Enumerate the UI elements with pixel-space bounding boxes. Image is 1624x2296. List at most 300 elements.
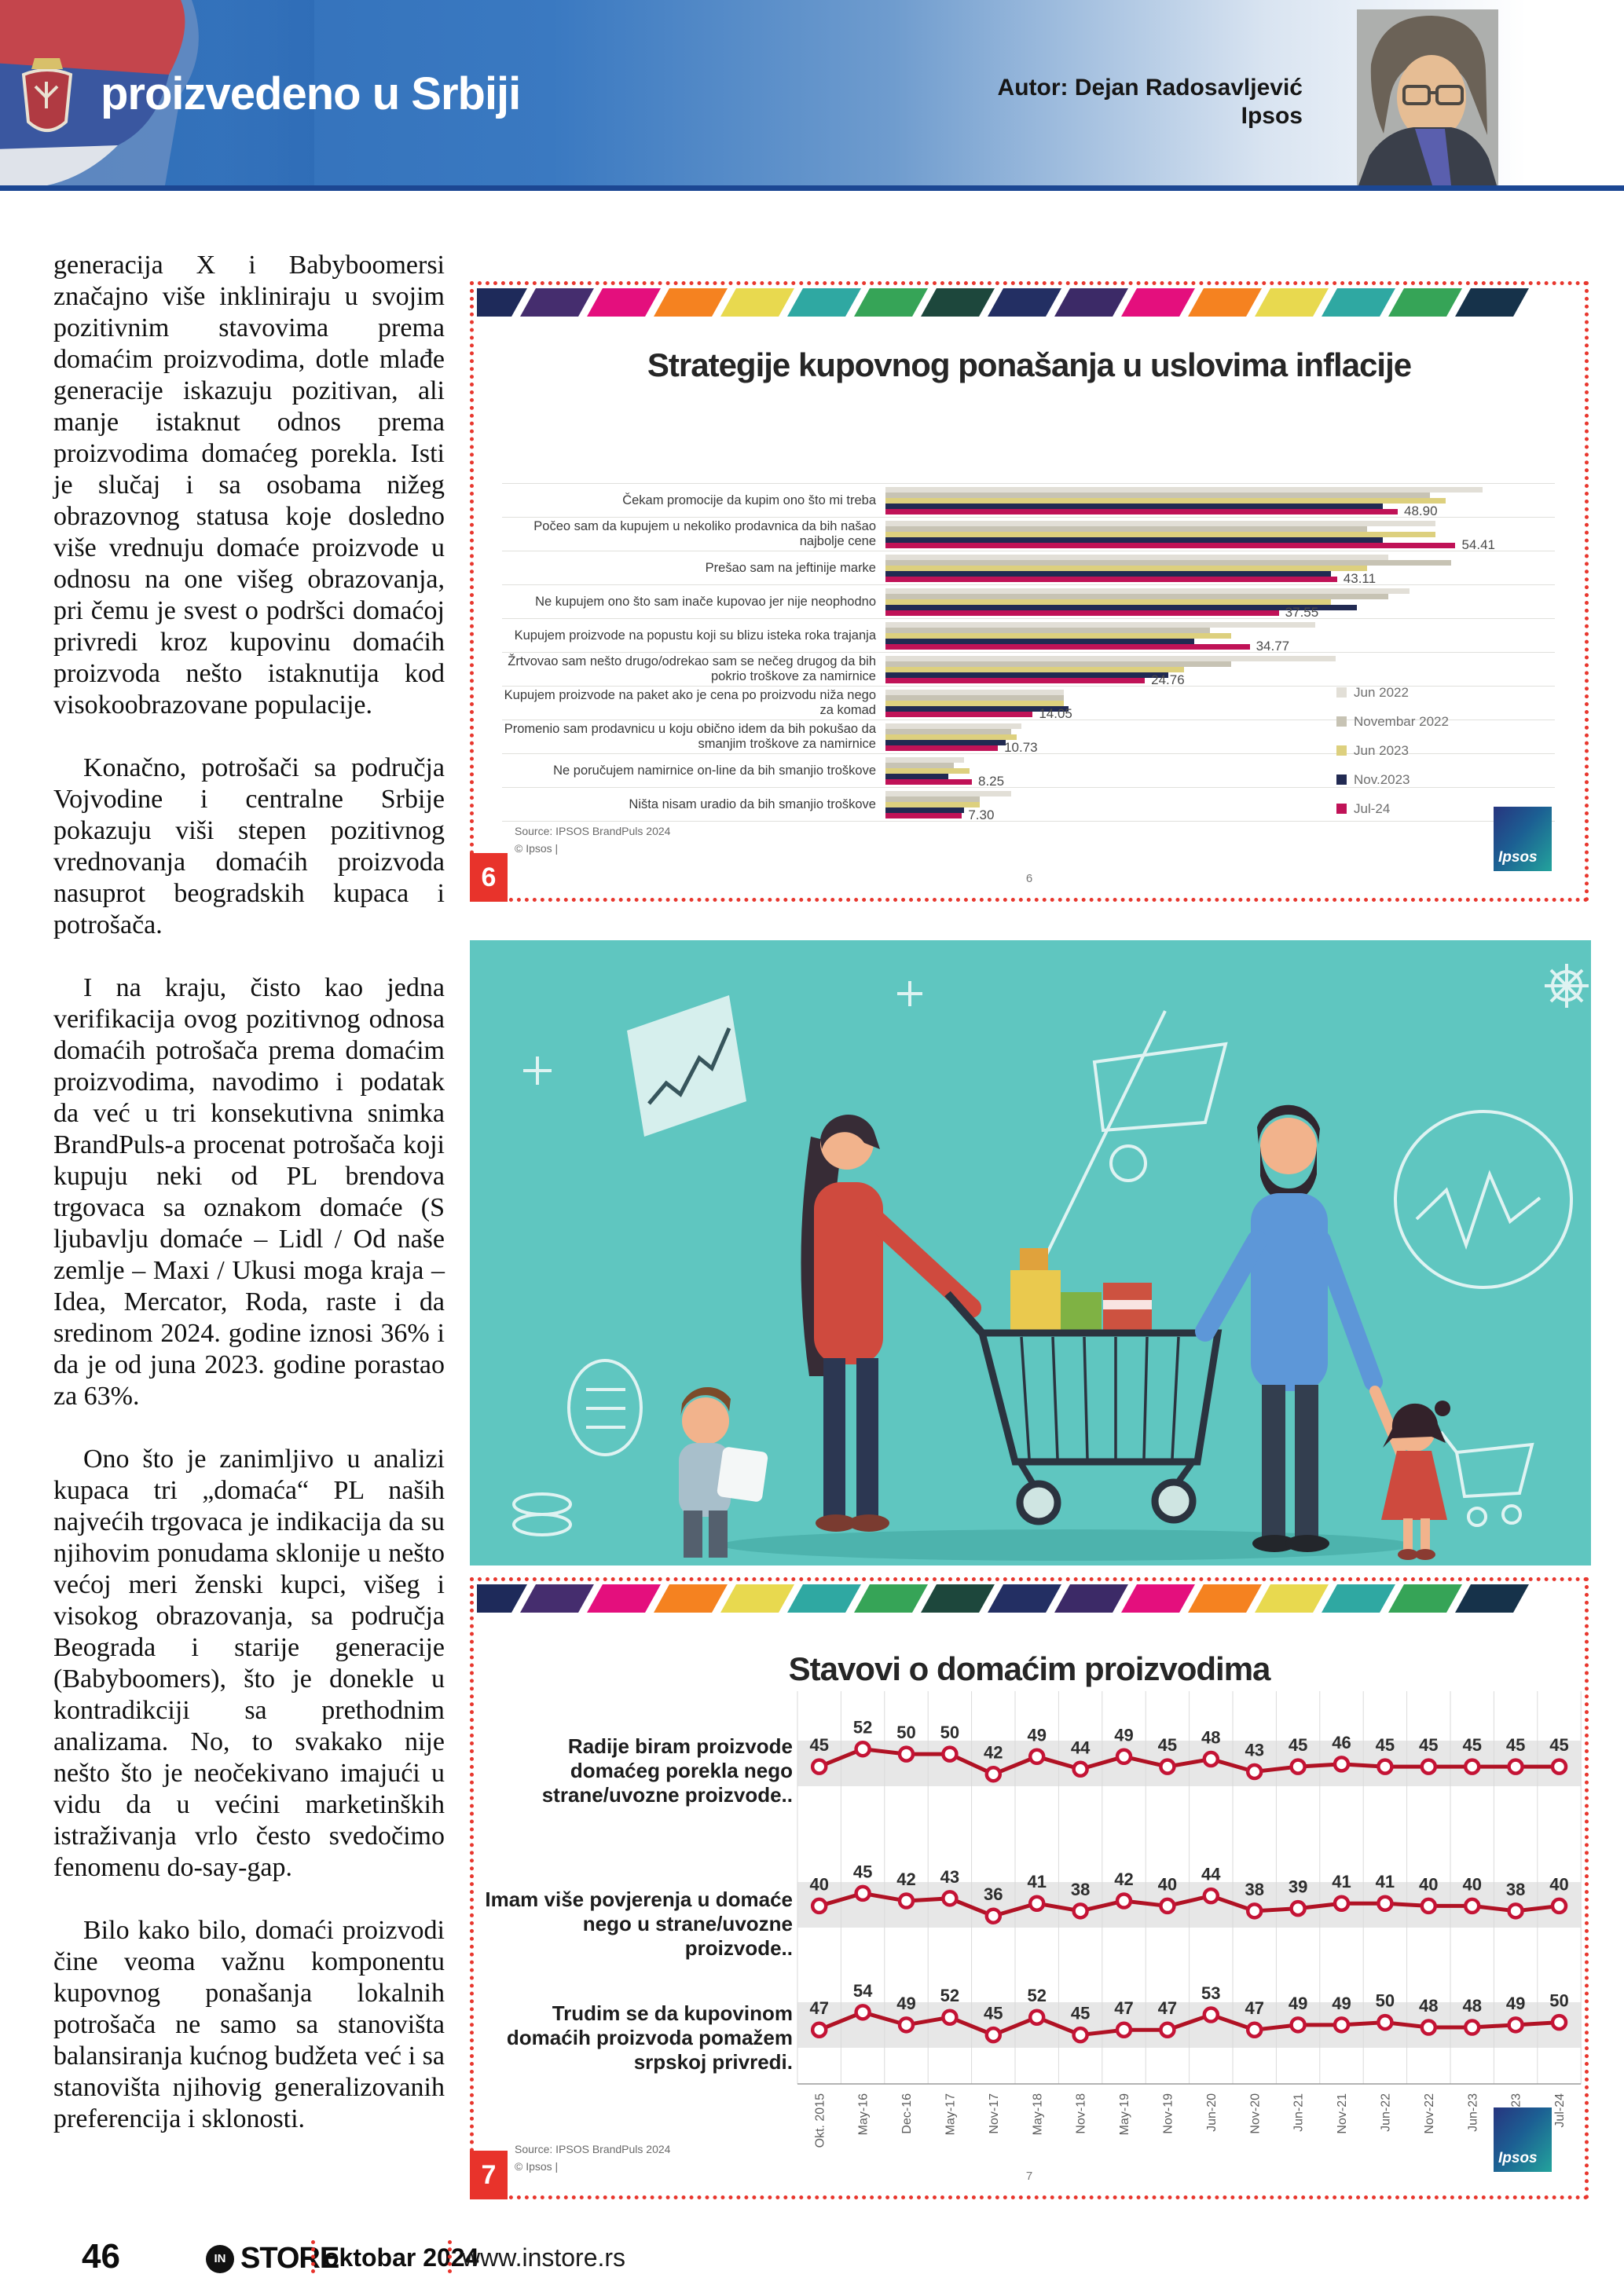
bar-jun-2023: [885, 701, 1064, 706]
data-point-marker: [856, 1742, 870, 1756]
data-point-marker: [812, 1760, 826, 1774]
data-point-value: 49: [1332, 1993, 1351, 2013]
bar-novembar-2022: [885, 695, 1064, 701]
source-line: Source: IPSOS BrandPuls 2024: [515, 2143, 671, 2155]
strip-color-block: [1054, 288, 1128, 317]
data-point-marker: [1074, 1904, 1087, 1917]
data-point-marker: [1553, 2016, 1566, 2029]
source-note: [515, 822, 670, 857]
family-shopping-illustration: [470, 940, 1591, 1565]
article-body: [53, 250, 445, 2135]
data-point-value: 42: [984, 1742, 1003, 1763]
bar-novembar-2022: [885, 729, 1011, 734]
legend-label: Novembar 2022: [1354, 713, 1449, 729]
data-point-value: 40: [1419, 1874, 1439, 1895]
store-wordmark: STORE: [240, 2242, 339, 2275]
data-point-value: 47: [809, 1998, 829, 2019]
bar-novembar-2022: [885, 560, 1451, 566]
figure-number-badge: 7: [470, 2151, 508, 2199]
x-tick-label: Nov-18: [1074, 2093, 1088, 2134]
bar-jun-2022: [885, 521, 1435, 526]
bar-line: [885, 588, 1514, 594]
data-point-value: 49: [896, 1993, 916, 2013]
bar-line: [885, 487, 1514, 493]
legend-swatch-icon: [1336, 687, 1347, 698]
ipsos-logo-text: Ipsos: [1498, 2150, 1538, 2166]
data-point-value: 39: [1288, 1877, 1308, 1897]
bar-novembar-2022: [885, 796, 980, 802]
data-point-value: 38: [1245, 1879, 1264, 1899]
x-tick-label: May-16: [856, 2093, 871, 2136]
data-point-value: 47: [1245, 1998, 1264, 2019]
bar-value-label: 8.25: [978, 774, 1005, 789]
bar-nov-2023: [885, 504, 1383, 509]
bar-line: [885, 639, 1514, 644]
data-point-value: 49: [1505, 1993, 1526, 2013]
data-point-marker: [1074, 1763, 1087, 1776]
data-point-marker: [943, 2011, 956, 2024]
data-point-marker: [1074, 2028, 1087, 2041]
bar-jul-24: [885, 779, 972, 785]
in-circle-icon: IN: [206, 2245, 234, 2273]
data-point-marker: [1378, 1760, 1391, 1774]
x-tick-label: May-18: [1031, 2093, 1045, 2136]
bar-category-label: Promenio sam prodavnicu u koju obično idem da bih pokušao da smanjim troškove za namirnice: [504, 722, 876, 751]
data-point-marker: [900, 2018, 913, 2031]
x-tick-label: Dec-16: [900, 2093, 915, 2134]
bar-value-label: 7.30: [968, 807, 995, 822]
x-tick-label: Nov-21: [1336, 2093, 1350, 2134]
bar-line: [885, 560, 1514, 566]
data-point-marker: [1553, 1899, 1566, 1913]
bar-row: [502, 518, 1555, 551]
data-point-value: 38: [1505, 1879, 1526, 1899]
bar-value-label: 48.90: [1404, 504, 1438, 518]
bar-jun-2022: [885, 487, 1483, 493]
data-point-marker: [1204, 2009, 1218, 2022]
data-point-value: 49: [1288, 1993, 1308, 2013]
data-point-value: 45: [1070, 2003, 1091, 2023]
data-point-value: 36: [984, 1884, 1003, 1905]
data-point-marker: [1160, 2023, 1174, 2037]
bar-line: [885, 605, 1514, 610]
bar-nov-2023: [885, 639, 1194, 644]
data-point-marker: [987, 1767, 1000, 1781]
bar-nov-2023: [885, 672, 1168, 678]
bar-jun-2023: [885, 599, 1331, 605]
bar-value-label: 24.76: [1151, 672, 1185, 687]
bar-jun-2022: [885, 791, 1011, 796]
bar-jun-2023: [885, 532, 1435, 537]
data-point-marker: [1509, 2018, 1523, 2031]
bar-novembar-2022: [885, 594, 1388, 599]
bar-line: [885, 521, 1514, 526]
page-footer: [0, 2234, 1624, 2281]
data-point-value: 45: [1157, 1735, 1178, 1756]
bar-line: [885, 498, 1514, 504]
data-point-value: 49: [1114, 1725, 1134, 1745]
bar-category-label: Ne kupujem ono što sam inače kupovao jer nije neophodno: [535, 594, 876, 609]
data-point-marker: [1248, 2023, 1261, 2037]
data-point-marker: [1292, 1760, 1305, 1774]
data-point-value: 52: [1027, 1986, 1047, 2006]
data-point-value: 40: [809, 1874, 829, 1895]
data-point-marker: [1160, 1760, 1174, 1774]
data-point-marker: [1335, 1757, 1348, 1771]
data-point-value: 47: [1157, 1998, 1178, 2019]
legend-swatch-icon: [1336, 774, 1347, 785]
bar-nov-2023: [885, 774, 948, 779]
article-paragraph: generacija X i Babyboomersi značajno više inkliniraju u svojim pozitivnim stavovima prema domaćim proizvodima, dotle mlađe generacije iskazuju pozitivan, ali manje istaknut odnos prema proizvodima domaćeg porekla. Isti je slučaj i sa osobama nižeg obrazovnog statusa koje dosledno više vrednuju domaće proizvode u odnosu na one višeg obrazovanja, pri čemu je svest o podršci domaćoj privredi kroz kupovinu domaćih proizvoda nešto istaknutija kod visokoobrazovane populacije.: [53, 251, 445, 720]
bar-value-label: 54.41: [1461, 537, 1495, 552]
bar-jun-2023: [885, 734, 1017, 740]
bar-jul-24: [885, 712, 1032, 717]
bar-row: [502, 551, 1555, 585]
data-point-marker: [1509, 1760, 1523, 1774]
data-point-marker: [1378, 1897, 1391, 1910]
strip-color-block: [1255, 288, 1329, 317]
data-point-value: 40: [1157, 1874, 1178, 1895]
footer-separator: [311, 2240, 315, 2273]
data-point-marker: [1117, 1895, 1131, 1908]
legend-item: [1336, 765, 1449, 794]
data-point-marker: [1030, 2011, 1043, 2024]
ipsos-logo: [1494, 2107, 1552, 2172]
data-point-marker: [1292, 1902, 1305, 1915]
bar-value-label: 37.55: [1285, 605, 1319, 620]
bar-novembar-2022: [885, 526, 1367, 532]
copyright-line: © Ipsos |: [515, 842, 559, 855]
bar-line: [885, 633, 1514, 639]
bar-row: [502, 585, 1555, 619]
data-point-value: 45: [1462, 1735, 1482, 1756]
bar-chart-title: Strategije kupovnog ponašanja u uslovima inflacije: [647, 346, 1412, 383]
bar-novembar-2022: [885, 763, 954, 768]
bar-line: [885, 537, 1514, 552]
bar-jun-2022: [885, 588, 1410, 594]
bar-line: [885, 605, 1514, 620]
data-point-marker: [987, 1910, 1000, 1923]
bar-category-label: Ne poručujem namirnice on-line da bih smanjio troškove: [553, 763, 876, 778]
data-point-marker: [987, 2028, 1000, 2041]
strip-color-block: [720, 288, 794, 317]
data-point-value: 45: [809, 1735, 829, 1756]
bar-novembar-2022: [885, 628, 1210, 633]
x-tick-label: Jul-24: [1553, 2093, 1567, 2128]
line-chart-plot: [474, 1581, 1585, 2195]
bar-category-label: Ništa nisam uradio da bih smanjio troškove: [629, 796, 876, 811]
slide-page-number: 6: [1025, 872, 1033, 885]
bar-line: [885, 526, 1514, 532]
data-point-value: 50: [896, 1723, 916, 1743]
bar-line: [885, 493, 1514, 498]
line-series-label: Trudim se da kupovinom domaćih proizvoda pomažem srpskoj privredi.: [506, 2001, 793, 2074]
x-tick-label: Jun-20: [1204, 2093, 1219, 2132]
bar-line: [885, 661, 1514, 667]
data-point-value: 48: [1462, 1996, 1482, 2016]
ipsos-logo-text: Ipsos: [1498, 849, 1538, 866]
strip-color-block: [1388, 288, 1462, 317]
data-point-marker: [1292, 2018, 1305, 2031]
x-tick-label: May-17: [944, 2093, 958, 2136]
data-point-marker: [812, 2023, 826, 2037]
data-point-value: 49: [1027, 1725, 1047, 1745]
line-series-label: Radije biram proizvode domaćeg porekla nego strane/uvozne proizvode..: [541, 1734, 793, 1807]
data-point-marker: [1335, 2018, 1348, 2031]
bar-jul-24: [885, 678, 1145, 683]
data-point-value: 45: [1419, 1735, 1439, 1756]
x-tick-label: Nov-19: [1161, 2093, 1175, 2134]
bar-line: [885, 628, 1514, 633]
bar-value-label: 10.73: [1004, 740, 1038, 755]
bar-category-label: Čekam promocije da kupim ono što mi treba: [622, 493, 876, 507]
strip-color-block: [1322, 288, 1395, 317]
bar-jun-2022: [885, 622, 1315, 628]
data-point-marker: [1465, 1899, 1479, 1913]
x-tick-label: Jun-22: [1379, 2093, 1393, 2132]
gear-icon: [1545, 964, 1589, 1008]
data-point-marker: [1378, 2016, 1391, 2029]
strip-color-block: [587, 288, 661, 317]
bar-jul-24: [885, 577, 1337, 582]
bar-jun-2022: [885, 690, 1064, 695]
bar-category-label: Prešao sam na jeftinije marke: [705, 560, 876, 575]
data-point-value: 40: [1549, 1874, 1569, 1895]
strip-color-block: [1121, 288, 1195, 317]
x-tick-label: Nov-20: [1248, 2093, 1263, 2134]
data-point-value: 43: [1245, 1740, 1264, 1760]
figure-number-badge: 6: [470, 853, 508, 902]
bar-jul-24: [885, 610, 1279, 616]
figure-7-line-chart: [470, 1577, 1589, 2199]
bar-category-label: Žrtvovao sam nešto drugo/odrekao sam se nečeg drugog da bih pokrio troškove za namirnice: [508, 654, 876, 683]
data-point-marker: [1117, 1750, 1131, 1763]
x-tick-label: Okt. 2015: [813, 2093, 827, 2148]
bar-line: [885, 566, 1514, 571]
data-point-marker: [1509, 1904, 1523, 1917]
strip-color-block: [854, 288, 928, 317]
strip-color-block: [520, 288, 594, 317]
article-paragraph: Bilo kako bilo, domaći proizvodi čine veoma važnu komponentu kupovnog ponašanja lokalnih potrošača ne samo sa stanovišta balansiranja kućnog budžeta već i sa stanovišta njihovig generalizovanih preferencija i sklonosti.: [53, 1916, 445, 2133]
bar-line: [885, 532, 1514, 537]
bar-group: [885, 521, 1514, 552]
slide-page-number: 7: [1025, 2170, 1033, 2183]
footer-separator: [448, 2240, 452, 2273]
ipsos-logo: [1494, 807, 1552, 871]
data-point-marker: [900, 1748, 913, 1761]
legend-item: [1336, 736, 1449, 765]
bar-jun-2023: [885, 498, 1446, 504]
bar-group: [885, 622, 1514, 654]
bar-novembar-2022: [885, 493, 1430, 498]
bar-category-label: Kupujem proizvode na paket ako je cena po proizvodu niža nego za komad: [504, 688, 876, 717]
bar-jun-2023: [885, 768, 970, 774]
x-tick-label: Nov-22: [1422, 2093, 1436, 2134]
bar-nov-2023: [885, 571, 1331, 577]
line-series-label: Imam više povjerenja u domaće nego u strane/uvozne proizvode..: [485, 1888, 793, 1960]
data-point-value: 48: [1419, 1996, 1439, 2016]
bar-chart-legend: [1336, 678, 1449, 823]
data-point-value: 47: [1114, 1998, 1134, 2019]
legend-label: Jun 2023: [1354, 742, 1409, 758]
data-point-value: 45: [1549, 1735, 1569, 1756]
data-point-value: 38: [1070, 1879, 1091, 1899]
author-name: Autor: Dejan Radosavljević: [997, 75, 1303, 101]
bar-novembar-2022: [885, 661, 1231, 667]
data-point-value: 42: [896, 1869, 916, 1890]
bar-line: [885, 667, 1514, 672]
color-strip: [477, 288, 1582, 317]
bar-line: [885, 571, 1514, 577]
data-point-marker: [943, 1891, 956, 1905]
bar-jun-2023: [885, 566, 1367, 571]
legend-label: Nov.2023: [1354, 771, 1410, 787]
data-point-value: 44: [1070, 1738, 1091, 1758]
data-point-marker: [1553, 1760, 1566, 1774]
legend-item: [1336, 794, 1449, 823]
data-point-value: 46: [1332, 1732, 1351, 1752]
bar-jul-24: [885, 644, 1250, 650]
strip-color-block: [654, 288, 728, 317]
data-point-marker: [856, 2005, 870, 2019]
data-point-marker: [1335, 1897, 1348, 1910]
bar-jun-2022: [885, 723, 1021, 729]
data-point-value: 50: [1549, 1990, 1569, 2011]
data-point-marker: [1422, 1899, 1435, 1913]
bar-jul-24: [885, 509, 1398, 514]
data-point-marker: [1248, 1765, 1261, 1778]
data-point-value: 44: [1201, 1864, 1221, 1884]
bar-line: [885, 639, 1514, 654]
bar-line: [885, 622, 1514, 628]
bar-line: [885, 672, 1514, 678]
bar-group: [885, 487, 1514, 518]
bar-value-label: 14.05: [1039, 706, 1072, 721]
figure-6-bar-chart: [470, 281, 1589, 902]
strip-color-block: [1455, 288, 1529, 317]
data-point-marker: [1030, 1897, 1043, 1910]
bar-nov-2023: [885, 537, 1383, 543]
bar-value-label: 34.77: [1256, 639, 1290, 654]
data-point-value: 40: [1462, 1874, 1482, 1895]
bar-jul-24: [885, 543, 1455, 548]
data-point-value: 45: [984, 2003, 1003, 2023]
data-point-marker: [1204, 1889, 1218, 1902]
data-point-marker: [943, 1748, 956, 1761]
bar-jun-2022: [885, 757, 964, 763]
copyright-line: © Ipsos |: [515, 2160, 559, 2173]
bar-line: [885, 599, 1514, 605]
source-line: Source: IPSOS BrandPuls 2024: [515, 825, 671, 837]
strip-color-block: [921, 288, 995, 317]
bar-line: [885, 594, 1514, 599]
data-point-value: 41: [1375, 1872, 1395, 1892]
line-chart-title: Stavovi o domaćim proizvodima: [788, 1650, 1270, 1687]
data-point-marker: [1422, 1760, 1435, 1774]
strip-color-block: [787, 288, 861, 317]
data-point-value: 53: [1201, 1983, 1221, 2004]
data-point-value: 45: [1505, 1735, 1526, 1756]
strip-color-block: [988, 288, 1061, 317]
data-point-marker: [1117, 2023, 1131, 2037]
strip-color-block: [477, 288, 527, 317]
page-header: [0, 0, 1624, 185]
page-title: proizvedeno u Srbiji: [101, 68, 521, 119]
bar-line: [885, 571, 1514, 586]
bar-row: [502, 619, 1555, 653]
bar-nov-2023: [885, 740, 1006, 745]
bar-line: [885, 537, 1514, 543]
x-tick-label: Nov-17: [987, 2093, 1001, 2134]
bar-line: [885, 555, 1514, 560]
legend-item: [1336, 678, 1449, 707]
data-point-value: 45: [852, 1862, 873, 1882]
page-number: 46: [82, 2237, 120, 2276]
data-point-marker: [1465, 2021, 1479, 2034]
bar-jun-2022: [885, 656, 1336, 661]
bar-category-label: Kupujem proizvode na popustu koji su blizu isteka roka trajanja: [514, 628, 876, 643]
data-point-marker: [1248, 1904, 1261, 1917]
author-company: Ipsos: [1241, 103, 1303, 129]
x-tick-label: May-19: [1118, 2093, 1132, 2136]
data-point-value: 45: [1288, 1735, 1308, 1756]
bar-line: [885, 504, 1514, 518]
data-point-marker: [900, 1895, 913, 1908]
legend-swatch-icon: [1336, 804, 1347, 814]
data-point-value: 48: [1201, 1727, 1221, 1748]
data-point-marker: [1465, 1760, 1479, 1774]
data-point-value: 50: [1375, 1990, 1395, 2011]
data-point-marker: [812, 1899, 826, 1913]
article-paragraph: Konačno, potrošači sa područja Vojvodine i centralne Srbije pokazuju viši stepen pozitivnog vrednovanja domaćih proizvoda nasuprot beogradskih kupaca i potrošača.: [53, 753, 445, 939]
data-point-value: 50: [940, 1723, 960, 1743]
article-paragraph: I na kraju, čisto kao jedna verifikacija ovog pozitivnog odnosa domaćih potrošača prema domaćim proizvodima, navodimo i podatak da već u tri konsekutivna snimka BrandPuls-a procenat potrošača koji kupuju neki od PL brendova trgovaca sa oznakom domaće (S ljubavlju domaće – Lidl / Od naše zemlje – Maxi / Ukusi moga kraja – Idea, Mercator, Roda, raste i da sredinom 2024. godine iznosi 36% i da je od juna 2023. godine porastao za 63%.: [53, 973, 445, 1411]
data-point-value: 41: [1027, 1872, 1047, 1892]
bar-jun-2023: [885, 802, 980, 807]
bar-line: [885, 656, 1514, 661]
data-point-value: 45: [1375, 1735, 1395, 1756]
author-photo: [1357, 9, 1498, 185]
legend-label: Jun 2022: [1354, 684, 1409, 700]
author-block: [998, 74, 1303, 130]
bar-value-label: 43.11: [1343, 571, 1377, 586]
bar-jun-2022: [885, 555, 1388, 560]
x-tick-label: Jun-21: [1292, 2093, 1306, 2132]
bar-jul-24: [885, 745, 998, 751]
website-link[interactable]: www.instore.rs: [462, 2243, 626, 2272]
data-point-value: 52: [852, 1717, 873, 1738]
legend-label: Jul-24: [1354, 800, 1391, 816]
bar-jul-24: [885, 813, 962, 818]
legend-swatch-icon: [1336, 716, 1347, 727]
x-tick-label: Jun-23: [1466, 2093, 1480, 2132]
bar-jun-2023: [885, 667, 1184, 672]
data-point-marker: [1160, 1899, 1174, 1913]
data-point-marker: [1030, 1750, 1043, 1763]
issue-date: oktobar 2024: [324, 2243, 479, 2272]
bar-group: [885, 555, 1514, 586]
header-divider: [0, 185, 1624, 191]
data-point-marker: [1422, 2021, 1435, 2034]
bar-row: [502, 483, 1555, 518]
data-point-marker: [1204, 1752, 1218, 1766]
instore-logo: [206, 2242, 339, 2276]
data-point-marker: [856, 1887, 870, 1900]
data-point-value: 52: [940, 1986, 960, 2006]
bar-group: [885, 588, 1514, 620]
data-point-value: 42: [1114, 1869, 1134, 1890]
legend-swatch-icon: [1336, 745, 1347, 756]
